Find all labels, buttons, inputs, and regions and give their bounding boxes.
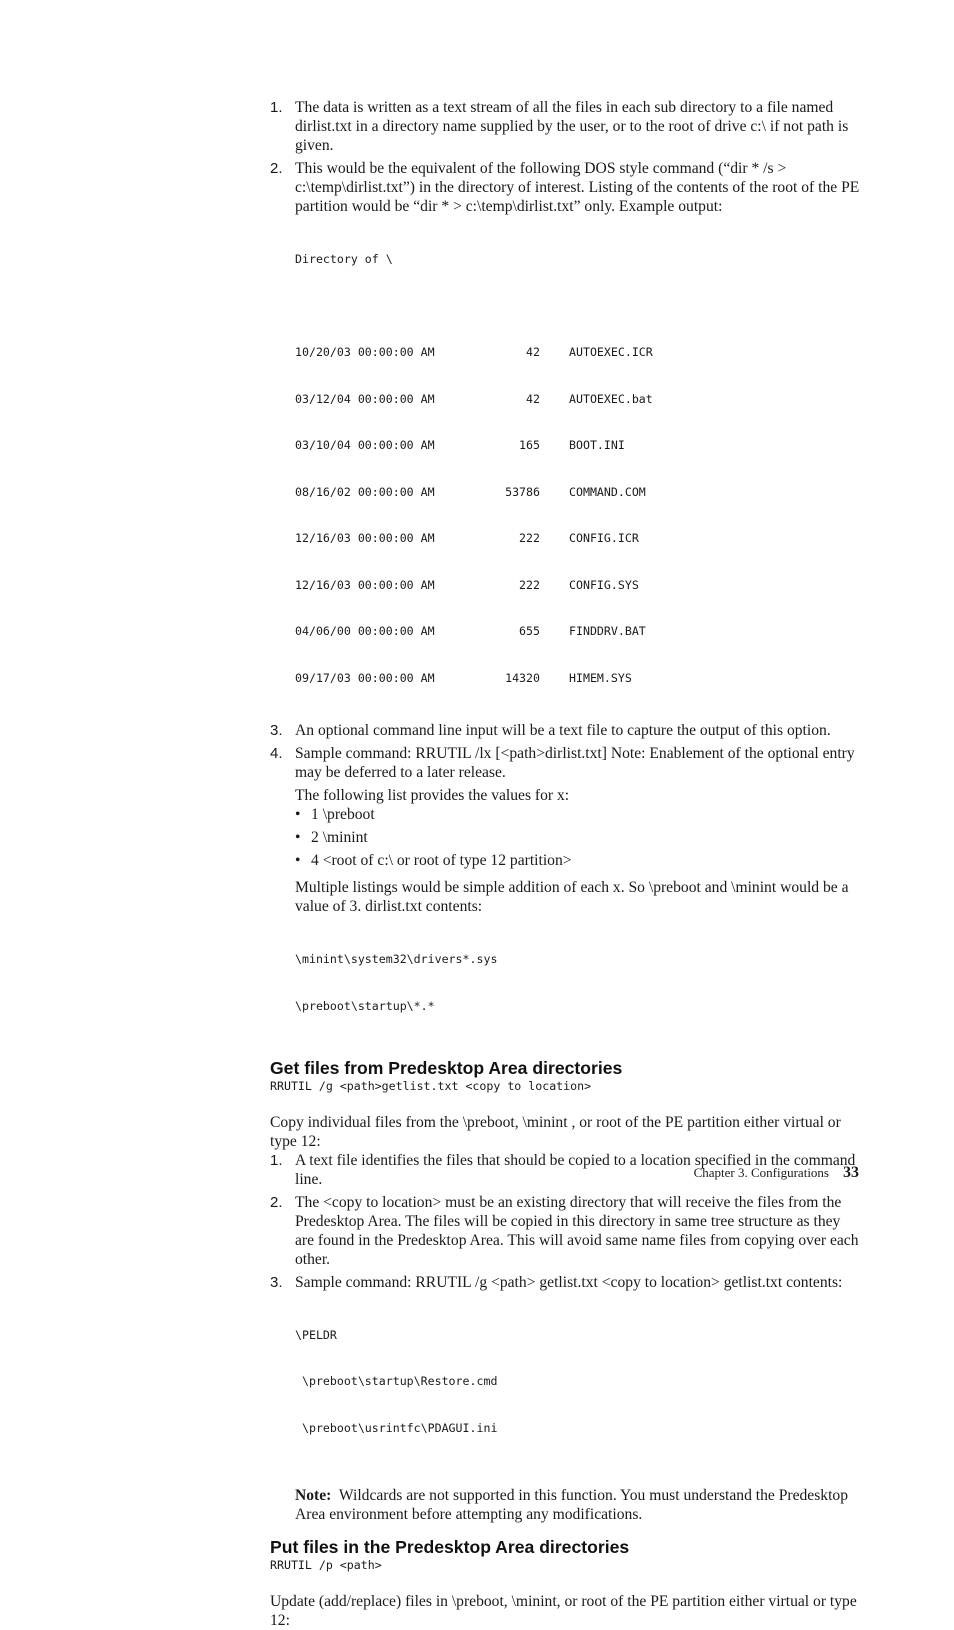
listing-row (295, 624, 862, 640)
section-heading-put-files: Put files in the Predesktop Area directories (270, 1537, 630, 1557)
listing-filename: CONFIG.SYS (569, 577, 639, 592)
listing-filename: HIMEM.SYS (569, 670, 632, 685)
bullet-marker: • (295, 829, 301, 846)
list-item (270, 744, 862, 1045)
bullet-text: 4 <root of c:\ or root of type 12 partition> (311, 852, 572, 869)
list-item-text: Sample command: RRUTIL /lx [<path>dirlist.txt] Note: Enablement of the optional entry may be deferred to a later release. (295, 745, 855, 781)
list-item (270, 98, 862, 155)
listing-size: 655 (519, 624, 540, 638)
listing-size: 53786 (505, 484, 540, 499)
listing-row (295, 438, 862, 454)
x-values-intro: The following list provides the values for x: (295, 787, 570, 804)
listing-date: 03/10/04 00:00:00 AM (295, 438, 435, 452)
list-item-text: A text file identifies the files that should be copied to a location specified in the command line. (295, 1151, 856, 1188)
listing-filename: BOOT.INI (569, 438, 625, 452)
bullet-item (295, 805, 862, 824)
code-line: \PELDR (295, 1327, 337, 1342)
listing-size: 222 (519, 531, 540, 545)
listing-size: 42 (526, 391, 540, 406)
code-line: \preboot\startup\*.* (295, 998, 435, 1013)
directory-listing (295, 221, 862, 717)
list-item (270, 159, 862, 717)
list-item (270, 1273, 862, 1525)
list-number: 4. (270, 745, 283, 762)
section-get-intro: Copy individual files from the \preboot, \minint , or root of the PE partition either virtual or type 12: (270, 1113, 841, 1150)
list-number: 2. (270, 1193, 283, 1211)
section-heading-get-files: Get files from Predesktop Area directories (270, 1058, 623, 1078)
listing-row (295, 392, 862, 408)
listing-filename: CONFIG.ICR (569, 531, 639, 545)
note-text: Wildcards are not supported in this function. You must understand the Predesktop Area environment before attempting any modifications. (295, 1487, 849, 1523)
list-number: 1. (270, 1151, 283, 1169)
numbered-list-dirlist (270, 98, 862, 1045)
dirlist-contents-code (295, 921, 862, 1045)
listing-row (295, 485, 862, 501)
listing-filename: AUTOEXEC.ICR (569, 345, 653, 359)
list-item-text: The data is written as a text stream of all the files in each sub directory to a file named dirlist.txt in a directory name supplied by the user, or to the root of drive c:\ if not path is given. (295, 99, 849, 154)
listing-row (295, 578, 862, 594)
footer-chapter: Chapter 3. Configurations (693, 1165, 829, 1180)
listing-header: Directory of \ (295, 252, 393, 266)
getlist-contents-code (295, 1297, 862, 1468)
list-item-text: This would be the equivalent of the following DOS style command (“dir * /s > c:\temp\dirlist.txt”) in the directory of interest. Listing of the contents of the root of the PE partition would be “dir * > c:\temp\dirlist.txt” only. Example output: (295, 160, 860, 215)
listing-size: 42 (526, 345, 540, 359)
listing-date: 10/20/03 00:00:00 AM (295, 345, 435, 359)
numbered-list-get (270, 1151, 862, 1525)
list-item (270, 1193, 862, 1269)
list-item-text: The <copy to location> must be an existing directory that will receive the files from the Predesktop Area. The files will be copied in this directory in same tree structure as they are found in the Predesktop Area. This will avoid same name files from copying over each other. (295, 1193, 859, 1268)
note (295, 1486, 862, 1524)
page-content (270, 98, 862, 1630)
bullet-text: 2 \minint (311, 829, 368, 846)
listing-date: 09/17/03 00:00:00 AM (295, 670, 435, 685)
listing-row (295, 345, 862, 361)
bullet-marker: • (295, 806, 301, 823)
listing-date: 12/16/03 00:00:00 AM (295, 577, 435, 592)
command-syntax-put: RRUTIL /p <path> (270, 1558, 382, 1572)
listing-row (295, 531, 862, 547)
listing-row (295, 671, 862, 687)
bullet-marker: • (295, 852, 301, 869)
code-line: \minint\system32\drivers*.sys (295, 952, 498, 966)
page-number: 33 (843, 1164, 859, 1181)
listing-date: 04/06/00 00:00:00 AM (295, 624, 435, 638)
listing-date: 12/16/03 00:00:00 AM (295, 531, 435, 545)
list-number: 3. (270, 1273, 283, 1291)
x-values-list (295, 805, 862, 870)
bullet-item (295, 828, 862, 847)
note-label: Note: (295, 1487, 332, 1504)
list-item-text: Sample command: RRUTIL /g <path> getlist.txt <copy to location> getlist.txt contents: (295, 1273, 843, 1291)
bullet-text: 1 \preboot (311, 806, 375, 823)
listing-filename: COMMAND.COM (569, 484, 646, 499)
listing-size: 222 (519, 577, 540, 592)
section-put-intro: Update (add/replace) files in \preboot, \minint, or root of the PE partition either virtual or type 12: (270, 1592, 857, 1629)
x-values-after: Multiple listings would be simple addition of each x. So \preboot and \minint would be a value of 3. dirlist.txt contents: (295, 879, 849, 915)
list-number: 2. (270, 160, 283, 177)
list-number: 1. (270, 99, 283, 116)
page-footer (694, 1163, 859, 1182)
listing-filename: AUTOEXEC.bat (569, 391, 653, 406)
listing-date: 03/12/04 00:00:00 AM (295, 391, 435, 406)
bullet-item (295, 851, 862, 870)
list-item-text: An optional command line input will be a text file to capture the output of this option. (295, 722, 831, 739)
listing-size: 14320 (505, 670, 540, 685)
command-syntax-get: RRUTIL /g <path>getlist.txt <copy to location> (270, 1079, 592, 1093)
listing-date: 08/16/02 00:00:00 AM (295, 484, 435, 499)
list-item (270, 721, 862, 740)
code-line: \preboot\usrintfc\PDAGUI.ini (295, 1420, 498, 1435)
listing-size: 165 (519, 438, 540, 452)
code-line: \preboot\startup\Restore.cmd (295, 1374, 498, 1388)
listing-filename: FINDDRV.BAT (569, 624, 646, 638)
list-number: 3. (270, 722, 283, 739)
